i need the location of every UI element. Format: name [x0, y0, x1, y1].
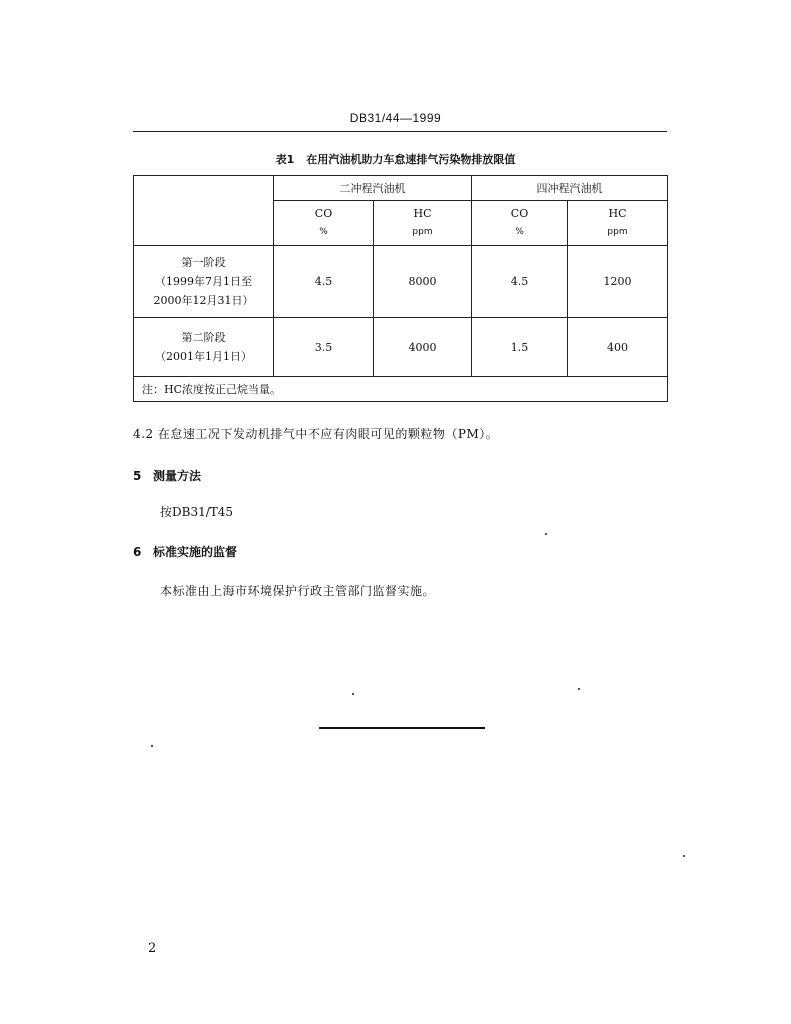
table-caption-label: 表1 [275, 153, 295, 166]
scan-speck [578, 688, 580, 690]
group-header-four-stroke: 四冲程汽油机 [472, 176, 668, 201]
param-unit: ppm [607, 227, 628, 237]
end-of-document-rule [319, 727, 485, 729]
emission-limits-table [133, 175, 668, 402]
param-unit: % [319, 227, 328, 237]
group-header-two-stroke: 二冲程汽油机 [274, 176, 472, 201]
clause-4-2: 4.2 在怠速工况下发动机排气中不应有肉眼可见的颗粒物（PM）。 [133, 427, 499, 441]
table-caption-title: 在用汽油机助力车怠速排气污染物排放限值 [306, 153, 516, 166]
param-header-cell [568, 201, 668, 246]
section-6-text: 本标准由上海市环境保护行政主管部门监督实施。 [160, 584, 436, 598]
stage-line: 2000年12月31日） [153, 294, 254, 307]
section-5-text: 按DB31/T45 [160, 505, 234, 519]
param-header-cell [374, 201, 472, 246]
section-5-heading [133, 467, 201, 484]
param-name: CO [510, 207, 529, 220]
value-cell: 1.5 [472, 318, 568, 377]
stage-header-cell [134, 176, 274, 246]
param-unit: % [515, 227, 524, 237]
table-row [134, 246, 668, 318]
value-cell: 4.5 [274, 246, 374, 318]
section-title: 测量方法 [153, 469, 202, 483]
section-6-heading [133, 543, 237, 560]
table-group-header-row [134, 176, 668, 201]
stage-line: （1999年7月1日至 [155, 275, 252, 288]
value-cell: 4.5 [472, 246, 568, 318]
header-rule [133, 131, 667, 132]
stage-line: （2001年1月1日） [155, 350, 252, 363]
section-title: 标准实施的监督 [153, 545, 238, 559]
param-header-cell [472, 201, 568, 246]
section-number: 6 [133, 545, 142, 559]
table-note: 注：HC浓度按正己烷当量。 [134, 377, 668, 402]
value-cell: 4000 [374, 318, 472, 377]
param-unit: ppm [412, 227, 433, 237]
section-number: 5 [133, 469, 142, 483]
scan-speck [352, 693, 354, 695]
document-code-header: DB31/44—1999 [349, 111, 442, 125]
param-header-cell [274, 201, 374, 246]
value-cell: 1200 [568, 246, 668, 318]
scan-speck [151, 745, 153, 747]
stage-line: 第一阶段 [181, 256, 226, 269]
value-cell: 8000 [374, 246, 472, 318]
stage-cell [134, 246, 274, 318]
param-name: HC [608, 207, 627, 220]
value-cell: 400 [568, 318, 668, 377]
stage-cell [134, 318, 274, 377]
param-name: HC [413, 207, 432, 220]
param-name: CO [314, 207, 333, 220]
table-caption [0, 151, 791, 167]
stage-line: 第二阶段 [181, 331, 226, 344]
table-row [134, 318, 668, 377]
table-note-row [134, 377, 668, 402]
page-number: 2 [148, 941, 157, 956]
scan-speck [683, 855, 685, 857]
value-cell: 3.5 [274, 318, 374, 377]
scan-speck [545, 533, 547, 535]
